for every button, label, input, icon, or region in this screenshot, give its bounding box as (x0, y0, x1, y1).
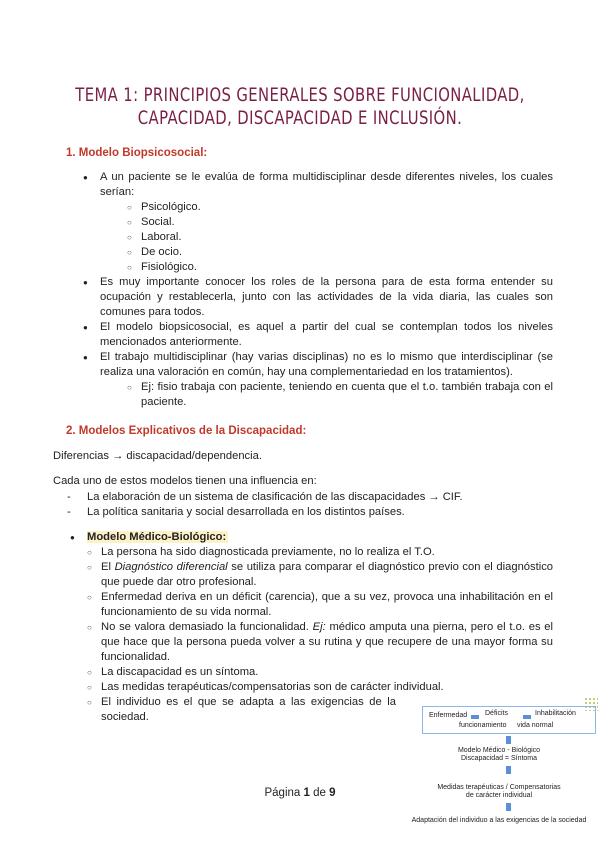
section-heading-modelos: 2. Modelos Explicativos de la Discapacidad: (66, 425, 307, 437)
diagram-label: Discapacidad = Síntoma (460, 755, 538, 762)
diagram-label: Déficits (485, 710, 508, 717)
list-item: ○ De ocio. (141, 245, 553, 260)
diagram-label: Medidas terapéuticas / Compensatorias (437, 784, 561, 791)
arrow-right-icon (471, 715, 479, 719)
footer-text: Página (264, 787, 304, 799)
list-item: ○ Psicológico. (141, 200, 553, 215)
list-item (101, 560, 553, 590)
item-text: A un paciente se le evalúa de forma multidisciplinar desde diferentes niveles, los cuales serían: (100, 171, 553, 198)
list-item: ○ Social. (141, 215, 553, 230)
list-item (101, 620, 553, 665)
emphasis: Ej: (312, 621, 326, 633)
diagram-label: Enfermedad (429, 712, 468, 719)
list-item: ○ La discapacidad es un síntoma. (101, 665, 553, 680)
modelo-medico-heading: Modelo Médico-Biológico: (87, 531, 227, 543)
list-item (100, 350, 553, 410)
section-heading-biopsicosocial: 1. Modelo Biopsicosocial: (66, 147, 208, 159)
dash-list (87, 490, 557, 520)
intro-text: Cada uno de estos modelos tienen una influencia en: (53, 475, 317, 487)
list-item: ○ Fisiológico. (141, 260, 553, 275)
page-number: 1 (303, 787, 310, 799)
diagram-label: vida normal (517, 722, 554, 729)
page-footer (0, 786, 600, 801)
list-item: ○ El individuo es el que se adapta a las exigencias de la sociedad. (101, 695, 396, 725)
section-1-list (100, 170, 553, 410)
list-item: ○ Las medidas terapéuticas/compensatorias son de carácter individual. (101, 680, 553, 695)
arrow-down-icon (506, 736, 511, 744)
footer-text: de (309, 787, 330, 799)
list-item: ○ Ej: fisio trabaja con paciente, teniendo en cuenta que el t.o. también trabaja con el paciente. (141, 380, 553, 410)
list-item: ○ La persona ha sido diagnosticada previamente, no lo realiza el T.O. (101, 545, 553, 560)
diferencias-text: Diferencias → discapacidad/dependencia. (53, 450, 262, 462)
item-text: se utiliza para comparar el diagnóstico previo con el diagnóstico que puede dar otro profesional. (101, 561, 554, 588)
item-text: médico amputa una pierna, pero el t.o. es el que hace que la persona pueda volver a su rutina y que recupere de una mayor forma su funcionalidad. (101, 621, 554, 663)
page-total: 9 (329, 787, 336, 799)
item-text: El trabajo multidisciplinar (hay varias disciplinas) no es lo mismo que interdisciplinar (se realiza una valoración en común, hay una complementariedad en los tratamientos). (100, 351, 553, 378)
list-item: ○ Enfermedad deriva en un déficit (carencia), que a su vez, provoca una inhabilitación en el funcionamiento de su vida normal. (101, 590, 553, 620)
diagram-label: de carácter individual (465, 792, 533, 799)
arrow-down-icon (506, 766, 511, 774)
arrow-right-icon (523, 715, 531, 719)
page-title: TEMA 1: PRINCIPIOS GENERALES SOBRE FUNCIONALIDAD, CAPACIDAD, DISCAPACIDAD E INCLUSIÓN. (75, 84, 525, 129)
diagram-label: Inhabilitación (535, 710, 576, 717)
diagram-top-box (422, 706, 596, 734)
modelo-medico-diagram (398, 696, 600, 836)
list-item: ● Es muy importante conocer los roles de la persona para de esta forma entender su ocupación y restablecerla, junto con las actividades de la vida diaria, las cuales son comunes para todos. (100, 275, 553, 320)
list-item (100, 170, 553, 275)
list-item: - La elaboración de un sistema de clasificación de las discapacidades → CIF. (87, 490, 557, 505)
diagram-label: Modelo Médico - Biológico (457, 747, 541, 754)
diagram-label: Adaptación del individuo a las exigencias de la sociedad (411, 817, 587, 824)
diagram-label: funcionamiento (459, 722, 507, 729)
emphasis: Diagnóstico diferencial (114, 561, 228, 573)
list-item: ○ Laboral. (141, 230, 553, 245)
item-text: No se valora demasiado la funcionalidad. (101, 621, 313, 633)
list-item: ● El modelo biopsicosocial, es aquel a partir del cual se contemplan todos los niveles mencionados anteriormente. (100, 320, 553, 350)
arrow-down-icon (506, 803, 511, 811)
item-text: El (101, 561, 115, 573)
list-item: - La política sanitaria y social desarrollada en los distintos países. (87, 505, 557, 520)
